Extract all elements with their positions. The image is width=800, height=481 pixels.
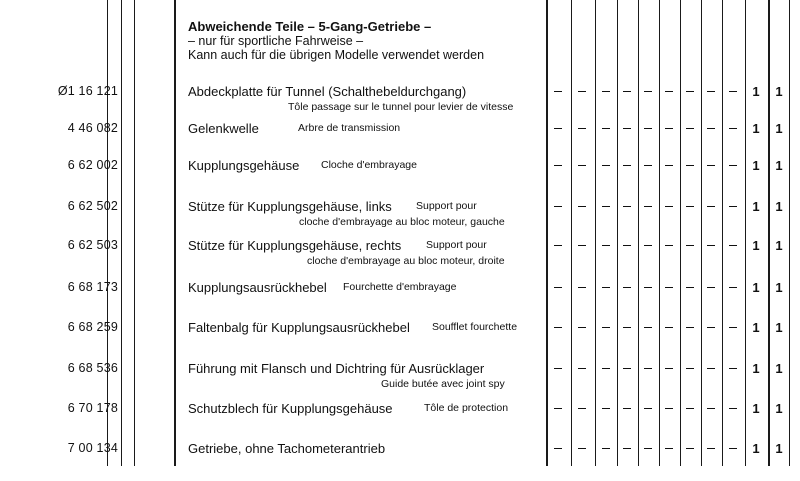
not-applicable-dash (644, 448, 652, 449)
not-applicable-dash (623, 245, 631, 246)
description-fr: Soufflet fourchette (432, 321, 518, 333)
not-applicable-dash (578, 448, 586, 449)
table-row (0, 121, 800, 161)
not-applicable-dash (623, 368, 631, 369)
not-applicable-dash (578, 128, 586, 129)
not-applicable-dash (665, 128, 673, 129)
quantity-value: 1 (775, 441, 783, 456)
description-fr: Support pour (426, 239, 487, 251)
not-applicable-dash (729, 206, 737, 207)
description-fr: Fourchette d'embrayage (343, 281, 457, 293)
part-number: 6 68 259 (67, 320, 118, 334)
not-applicable-dash (644, 128, 652, 129)
not-applicable-dash (686, 91, 694, 92)
not-applicable-dash (623, 408, 631, 409)
not-applicable-dash (602, 206, 610, 207)
part-number: 7 00 134 (67, 441, 118, 455)
quantity-value: 1 (775, 280, 783, 295)
not-applicable-dash (554, 287, 562, 288)
not-applicable-dash (578, 327, 586, 328)
not-applicable-dash (665, 408, 673, 409)
description-de: Abdeckplatte für Tunnel (Schalthebeldurchgang) (188, 84, 467, 99)
description-fr-continued: cloche d'embrayage au bloc moteur, droite (307, 255, 505, 267)
part-number: 6 68 173 (67, 280, 118, 294)
quantity-value: 1 (752, 199, 760, 214)
not-applicable-dash (729, 287, 737, 288)
not-applicable-dash (644, 206, 652, 207)
table-row (0, 361, 800, 401)
not-applicable-dash (729, 408, 737, 409)
description-de: Getriebe, ohne Tachometerantrieb (188, 441, 386, 456)
description-fr: Guide butée avec joint spy (381, 378, 505, 390)
quantity-value: 1 (775, 238, 783, 253)
not-applicable-dash (554, 448, 562, 449)
not-applicable-dash (623, 206, 631, 207)
quantity-value: 1 (775, 158, 783, 173)
quantity-value: 1 (752, 121, 760, 136)
table-row (0, 280, 800, 320)
not-applicable-dash (554, 408, 562, 409)
not-applicable-dash (578, 287, 586, 288)
not-applicable-dash (623, 128, 631, 129)
not-applicable-dash (665, 287, 673, 288)
quantity-value: 1 (775, 121, 783, 136)
not-applicable-dash (602, 327, 610, 328)
quantity-value: 1 (752, 320, 760, 335)
not-applicable-dash (729, 448, 737, 449)
not-applicable-dash (686, 206, 694, 207)
not-applicable-dash (602, 245, 610, 246)
not-applicable-dash (665, 245, 673, 246)
not-applicable-dash (665, 206, 673, 207)
not-applicable-dash (729, 91, 737, 92)
not-applicable-dash (644, 368, 652, 369)
not-applicable-dash (602, 165, 610, 166)
not-applicable-dash (578, 206, 586, 207)
not-applicable-dash (554, 165, 562, 166)
not-applicable-dash (707, 128, 715, 129)
not-applicable-dash (578, 245, 586, 246)
not-applicable-dash (602, 408, 610, 409)
quantity-value: 1 (752, 238, 760, 253)
part-number: 6 68 536 (67, 361, 118, 375)
not-applicable-dash (644, 287, 652, 288)
not-applicable-dash (623, 165, 631, 166)
quantity-value: 1 (775, 320, 783, 335)
description-de: Führung mit Flansch und Dichtring für Ausrücklager (188, 361, 485, 376)
not-applicable-dash (729, 327, 737, 328)
section-header (188, 20, 484, 62)
not-applicable-dash (578, 408, 586, 409)
description-fr: Tôle de protection (424, 402, 509, 414)
quantity-value: 1 (752, 84, 760, 99)
not-applicable-dash (623, 448, 631, 449)
table-row (0, 158, 800, 198)
not-applicable-dash (602, 287, 610, 288)
not-applicable-dash (707, 91, 715, 92)
not-applicable-dash (644, 245, 652, 246)
description-de: Schutzblech für Kupplungsgehäuse (188, 401, 393, 416)
not-applicable-dash (686, 368, 694, 369)
not-applicable-dash (644, 327, 652, 328)
not-applicable-dash (578, 165, 586, 166)
not-applicable-dash (554, 368, 562, 369)
part-number: 6 70 178 (67, 401, 118, 415)
section-note: Kann auch für die übrigen Modelle verwendet werden (188, 48, 485, 62)
not-applicable-dash (623, 91, 631, 92)
not-applicable-dash (644, 91, 652, 92)
part-number: 6 62 502 (67, 199, 118, 213)
not-applicable-dash (707, 165, 715, 166)
not-applicable-dash (707, 206, 715, 207)
not-applicable-dash (707, 245, 715, 246)
description-de: Stütze für Kupplungsgehäuse, rechts (188, 238, 402, 253)
not-applicable-dash (623, 287, 631, 288)
description-de: Kupplungsgehäuse (188, 158, 300, 173)
quantity-value: 1 (752, 280, 760, 295)
not-applicable-dash (686, 408, 694, 409)
description-fr: Tôle passage sur le tunnel pour levier de vitesse (288, 101, 514, 113)
not-applicable-dash (686, 165, 694, 166)
quantity-value: 1 (752, 441, 760, 456)
table-row (0, 199, 800, 239)
not-applicable-dash (707, 287, 715, 288)
not-applicable-dash (554, 206, 562, 207)
not-applicable-dash (686, 287, 694, 288)
not-applicable-dash (644, 165, 652, 166)
table-row (0, 84, 800, 124)
not-applicable-dash (602, 91, 610, 92)
not-applicable-dash (665, 165, 673, 166)
part-number: Ø1 16 121 (57, 84, 118, 98)
not-applicable-dash (707, 368, 715, 369)
not-applicable-dash (554, 91, 562, 92)
description-de: Kupplungsausrückhebel (188, 280, 327, 295)
not-applicable-dash (686, 327, 694, 328)
table-row (0, 441, 800, 481)
quantity-value: 1 (775, 199, 783, 214)
not-applicable-dash (602, 448, 610, 449)
not-applicable-dash (707, 327, 715, 328)
description-fr: Cloche d'embrayage (321, 159, 417, 171)
part-number: 4 46 082 (67, 121, 118, 135)
description-de: Faltenbalg für Kupplungsausrückhebel (188, 320, 410, 335)
not-applicable-dash (644, 408, 652, 409)
not-applicable-dash (686, 448, 694, 449)
not-applicable-dash (554, 128, 562, 129)
not-applicable-dash (665, 368, 673, 369)
description-fr: Arbre de transmission (298, 122, 401, 134)
quantity-value: 1 (752, 361, 760, 376)
description-fr-continued: cloche d'embrayage au bloc moteur, gauche (299, 216, 505, 228)
not-applicable-dash (665, 327, 673, 328)
not-applicable-dash (707, 408, 715, 409)
quantity-value: 1 (775, 401, 783, 416)
not-applicable-dash (729, 128, 737, 129)
quantity-value: 1 (775, 84, 783, 99)
not-applicable-dash (623, 327, 631, 328)
table-row (0, 238, 800, 278)
table-row (0, 401, 800, 441)
part-number: 6 62 503 (67, 238, 118, 252)
description-fr: Support pour (416, 200, 477, 212)
not-applicable-dash (602, 128, 610, 129)
section-title: Abweichende Teile – 5-Gang-Getriebe – (188, 19, 432, 34)
description-de: Stütze für Kupplungsgehäuse, links (188, 199, 392, 214)
not-applicable-dash (602, 368, 610, 369)
not-applicable-dash (665, 91, 673, 92)
not-applicable-dash (665, 448, 673, 449)
not-applicable-dash (686, 245, 694, 246)
description-de: Gelenkwelle (188, 121, 259, 136)
quantity-value: 1 (752, 158, 760, 173)
not-applicable-dash (729, 368, 737, 369)
not-applicable-dash (554, 245, 562, 246)
quantity-value: 1 (752, 401, 760, 416)
quantity-value: 1 (775, 361, 783, 376)
section-subtitle: – nur für sportliche Fahrweise – (188, 34, 364, 48)
not-applicable-dash (729, 165, 737, 166)
table-row (0, 320, 800, 360)
not-applicable-dash (707, 448, 715, 449)
not-applicable-dash (686, 128, 694, 129)
not-applicable-dash (729, 245, 737, 246)
part-number: 6 62 002 (67, 158, 118, 172)
not-applicable-dash (578, 368, 586, 369)
not-applicable-dash (578, 91, 586, 92)
not-applicable-dash (554, 327, 562, 328)
